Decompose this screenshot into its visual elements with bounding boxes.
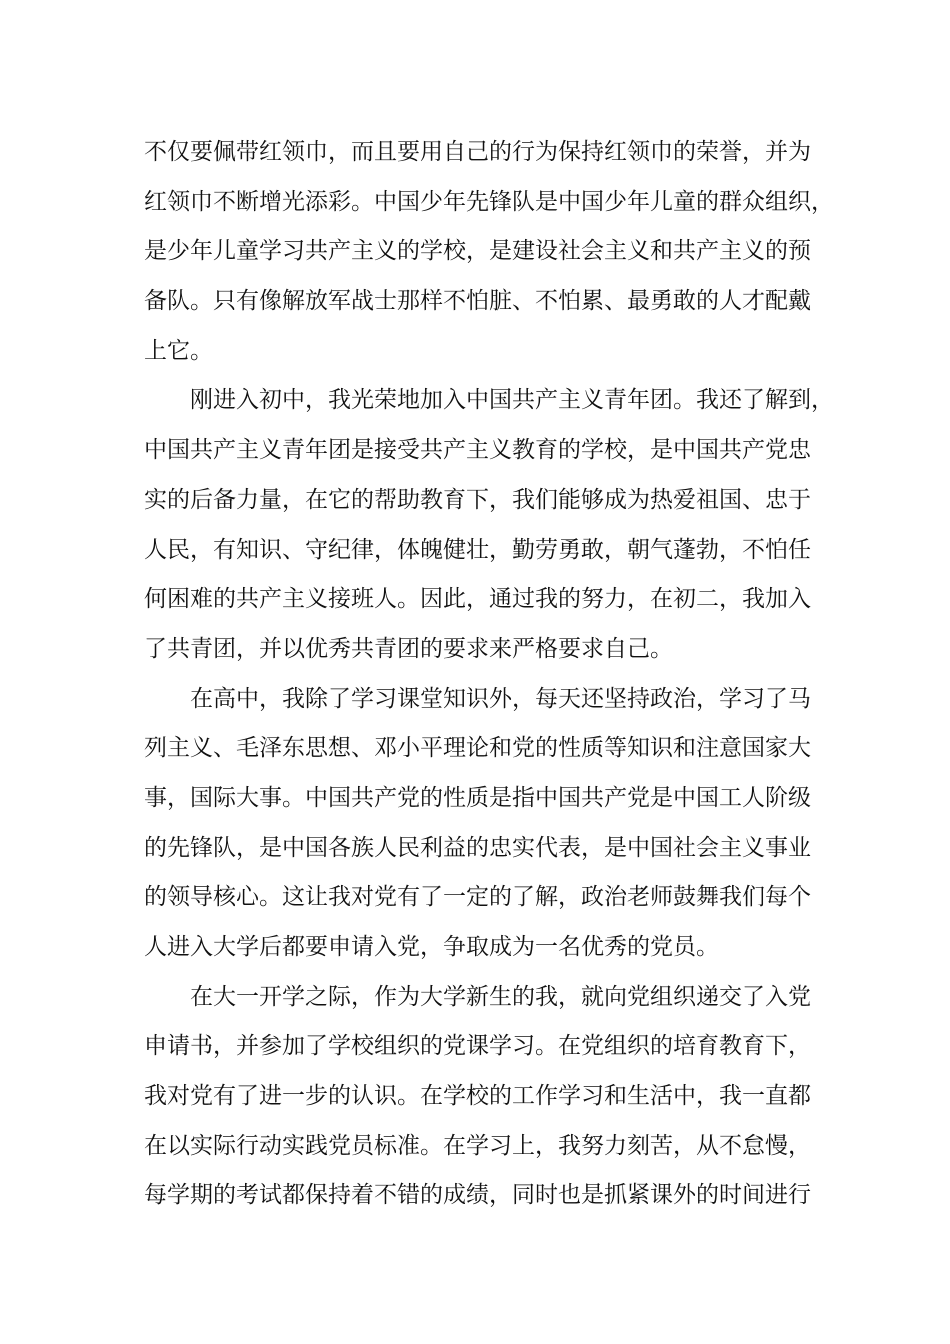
text-line: 在以实际行动实践党员标准。在学习上，我努力刻苦，从不怠慢， [144,1132,811,1159]
text-line: 上它。 [144,337,213,364]
text-line: 刚进入初中，我光荣地加入中国共产主义青年团。我还了解到， [190,387,834,414]
text-line: 了共青团，并以优秀共青团的要求来严格要求自己。 [144,635,673,662]
text-line: 不仅要佩带红领巾，而且要用自己的行为保持红领巾的荣誉，并为 [144,139,811,165]
text-line: 中国共产主义青年团是接受共产主义教育的学校，是中国共产党忠 [144,437,811,464]
text-line: 何困难的共产主义接班人。因此，通过我的努力，在初二，我加入 [144,586,811,613]
text-line: 每学期的考试都保持着不错的成绩，同时也是抓紧课外的时间进行 [144,1182,811,1209]
text-line: 红领巾不断增光添彩。中国少年先锋队是中国少年儿童的群众组织， [144,188,834,215]
text-line: 备队。只有像解放军战士那样不怕脏、不怕累、最勇敢的人才配戴 [144,288,811,315]
document-body [144,128,834,1221]
text-line: 我对党有了进一步的认识。在学校的工作学习和生活中，我一直都 [144,1083,811,1110]
text-line: 实的后备力量，在它的帮助教育下，我们能够成为热爱祖国、忠于 [144,486,811,513]
text-line: 事，国际大事。中国共产党的性质是指中国共产党是中国工人阶级 [144,784,811,811]
text-line: 申请书，并参加了学校组织的党课学习。在党组织的培育教育下， [144,1033,811,1060]
text-line: 人进入大学后都要申请入党，争取成为一名优秀的党员。 [144,934,719,960]
text-line: 在大一开学之际，作为大学新生的我，就向党组织递交了入党 [190,983,811,1010]
text-line: 在高中，我除了学习课堂知识外，每天还坚持政治，学习了马 [190,685,811,712]
text-line: 是少年儿童学习共产主义的学校，是建设社会主义和共产主义的预 [144,238,811,265]
text-line: 人民，有知识、守纪律，体魄健壮，勤劳勇敢，朝气蓬勃，不怕任 [144,536,811,563]
text-line: 列主义、毛泽东思想、邓小平理论和党的性质等知识和注意国家大 [144,735,811,762]
text-line: 的领导核心。这让我对党有了一定的了解，政治老师鼓舞我们每个 [144,884,811,911]
text-line: 的先锋队，是中国各族人民利益的忠实代表，是中国社会主义事业 [144,834,811,861]
